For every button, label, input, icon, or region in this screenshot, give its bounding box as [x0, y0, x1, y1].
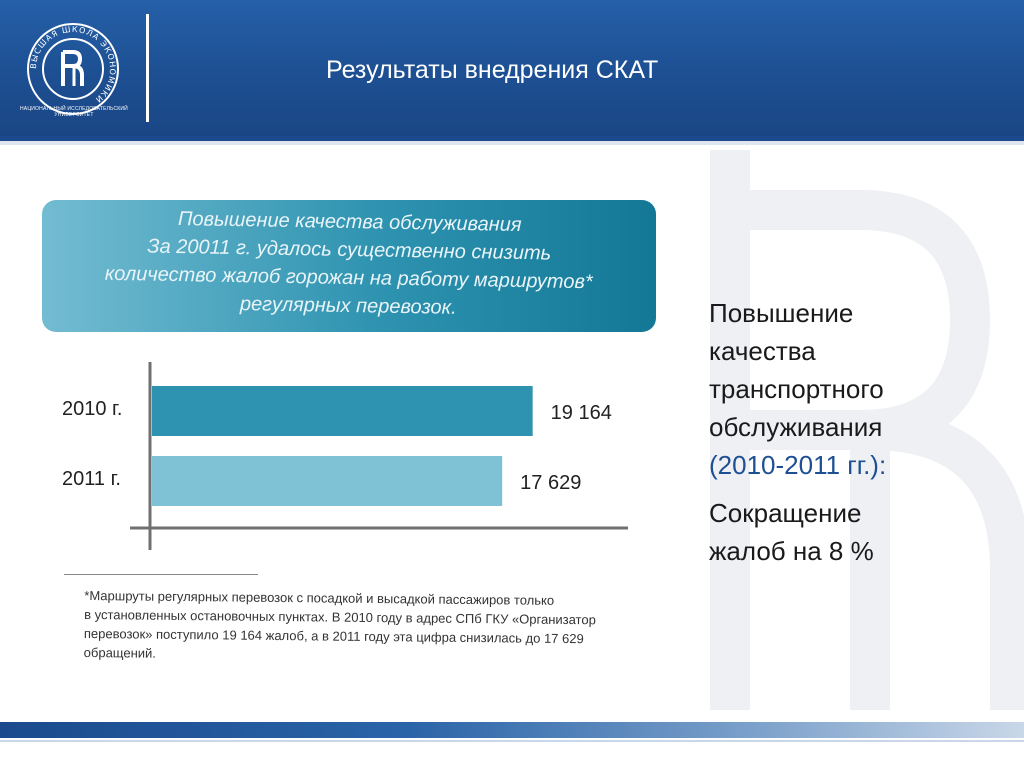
- summary-line: обслуживания: [709, 412, 883, 442]
- university-logo: [26, 22, 120, 116]
- summary-line: качества: [709, 336, 816, 366]
- footnote-line: перевозок» поступило 19 164 жалоб, а в 2011 году эта цифра снизилась до 17 629: [83, 625, 584, 647]
- footnote-line: *Маршруты регулярных перевозок с посадкой и высадкой пассажиров только: [84, 587, 555, 608]
- value-label: 17 629: [520, 472, 582, 494]
- logo-caption-line1: НАЦИОНАЛЬНЫЙ ИССЛЕДОВАТЕЛЬСКИЙ: [20, 106, 128, 112]
- summary-result: жалоб на 8 %: [709, 536, 874, 566]
- footnote-rule: [64, 574, 258, 575]
- info-banner-heading: Повышение качества обслуживания: [177, 208, 522, 237]
- header-bar: [0, 0, 1024, 136]
- header-divider: [146, 14, 149, 122]
- logo-ring-text: ВЫСШАЯ ШКОЛА ЭКОНОМИКИ: [28, 24, 118, 105]
- footnote-line: обращений.: [83, 644, 157, 661]
- bar-1: [152, 386, 533, 436]
- logo-caption: [14, 106, 134, 118]
- slide-title: Результаты внедрения СКАТ: [326, 56, 659, 84]
- complaints-bar-chart: [40, 356, 640, 556]
- header-rule-light: [0, 141, 1024, 145]
- footer-bar: [0, 722, 1024, 738]
- category-label: 2010 г.: [62, 398, 123, 420]
- footer-rule: [0, 740, 1024, 742]
- info-banner-line: количество жалоб горожан на работу маршрутов*: [104, 262, 593, 294]
- logo-caption-line2: УНИВЕРСИТЕТ: [54, 112, 94, 118]
- summary-line: транспортного: [709, 374, 884, 404]
- summary-result: Сокращение: [709, 498, 862, 528]
- info-banner-line: регулярных перевозок.: [239, 293, 457, 319]
- summary-panel: [709, 294, 1009, 570]
- footnote: [84, 586, 665, 668]
- value-label: 19 164: [550, 402, 612, 424]
- info-banner: [42, 200, 656, 332]
- footnote-line: в установленных остановочных пунктах. В 2010 году в адрес СПб ГКУ «Организатор: [84, 606, 596, 628]
- summary-period: (2010-2011 гг.):: [709, 450, 887, 480]
- category-label: 2011 г.: [62, 468, 121, 490]
- bar-2: [152, 456, 502, 506]
- info-banner-line: За 20011 г. удалось существенно снизить: [147, 235, 552, 265]
- summary-line: Повышение: [709, 298, 854, 328]
